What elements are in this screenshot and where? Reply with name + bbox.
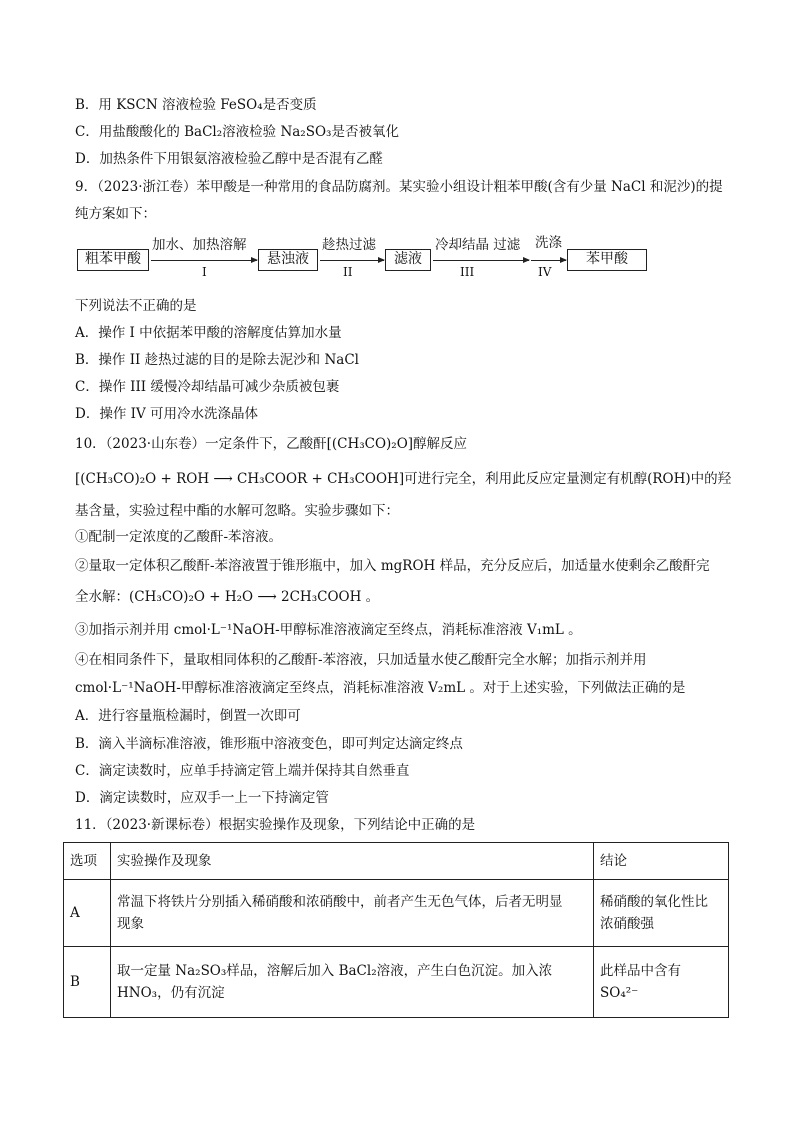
table-row bbox=[64, 947, 729, 1018]
q9-option-a: A．操作 I 中依据苯甲酸的溶解度估算加水量 bbox=[75, 325, 342, 341]
flow-arrow-3 bbox=[433, 260, 529, 261]
row-a-operation-line-1: 常温下将铁片分别插入稀硝酸和浓硝酸中，前者产生无色气体，后者无明显 bbox=[117, 894, 563, 910]
q10-step-4: ④在相同条件下，量取相同体积的乙酸酐-苯溶液，只加适量水使乙酸酐完全水解；加指示剂并用 bbox=[75, 652, 647, 668]
q8-option-c: C．用盐酸酸化的 BaCl₂溶液检验 Na₂SO₃是否被氧化 bbox=[75, 124, 399, 140]
flow-arrow-4 bbox=[531, 260, 566, 261]
flow-arrow-2 bbox=[320, 260, 384, 261]
q10-option-c: C．滴定读数时，应单手持滴定管上端并保持其自然垂直 bbox=[75, 763, 410, 779]
q9-stem: 9．（2023·浙江卷）苯甲酸是一种常用的食品防腐剂。某实验小组设计粗苯甲酸(含有少量 NaCl 和泥沙)的提 bbox=[75, 179, 723, 195]
flow-op-4: 洗涤 bbox=[535, 235, 562, 251]
row-a-operation bbox=[111, 880, 594, 947]
q10-step-2-cont: 全水解：(CH₃CO)₂O + H₂O ⟶ 2CH₃COOH 。 bbox=[75, 589, 380, 605]
q8-option-b: B．用 KSCN 溶液检验 FeSO₄是否变质 bbox=[75, 97, 317, 113]
q10-step-3: ③加指示剂并用 cmol·L⁻¹NaOH-甲醇标准溶液滴定至终点，消耗标准溶液 V₁mL 。 bbox=[75, 622, 582, 638]
header-conclusion: 结论 bbox=[594, 843, 729, 880]
q10-option-a: A．进行容量瓶检漏时，倒置一次即可 bbox=[75, 708, 301, 724]
row-a-conclusion-line-2: 浓硝酸强 bbox=[600, 916, 654, 932]
table-row bbox=[64, 880, 729, 947]
flow-arrow-1 bbox=[151, 260, 257, 261]
flow-box-suspension: 悬浊液 bbox=[258, 249, 318, 271]
row-a-operation-line-2: 现象 bbox=[117, 916, 144, 932]
q10-option-d: D．滴定读数时，应双手一上一下持滴定管 bbox=[75, 790, 329, 806]
q8-option-d: D．加热条件下用银氨溶液检验乙醇中是否混有乙醛 bbox=[75, 151, 383, 167]
flow-step-3: III bbox=[460, 265, 475, 279]
q10-reaction: [(CH₃CO)₂O + ROH ⟶ CH₃COOR + CH₃COOH]可进行完全，利用此反应定量测定有机醇(ROH)中的羟 bbox=[75, 471, 732, 487]
flow-step-2: II bbox=[343, 265, 353, 279]
q9-stem-cont: 纯方案如下： bbox=[75, 206, 156, 222]
flow-step-4: IV bbox=[538, 265, 552, 279]
q10-step-2: ②量取一定体积乙酸酐-苯溶液置于锥形瓶中，加入 mgROH 样品，充分反应后，加适量水使剩余乙酸酐完 bbox=[75, 558, 710, 574]
header-operation: 实验操作及现象 bbox=[111, 843, 594, 880]
q10-step-4-cont: cmol·L⁻¹NaOH-甲醇标准溶液滴定至终点，消耗标准溶液 V₂mL 。对于上述实验，下列做法正确的是 bbox=[75, 680, 686, 696]
flow-op-3: 冷却结晶 过滤 bbox=[435, 237, 521, 253]
row-b-operation bbox=[111, 947, 594, 1018]
q10-stem: 10．（2023·山东卷）一定条件下，乙酸酐[(CH₃CO)₂O]醇解反应 bbox=[75, 436, 468, 452]
q10-line-3: 基含量，实验过程中酯的水解可忽略。实验步骤如下： bbox=[75, 503, 399, 519]
header-option: 选项 bbox=[64, 843, 111, 880]
flow-op-2: 趁热过滤 bbox=[322, 237, 376, 253]
q9-flow-diagram bbox=[75, 236, 725, 286]
row-a-conclusion-line-1: 稀硝酸的氧化性比 bbox=[600, 894, 708, 910]
row-b-operation-line-1: 取一定量 Na₂SO₃样品，溶解后加入 BaCl₂溶液，产生白色沉淀。加入浓 bbox=[117, 963, 553, 979]
q9-option-b: B．操作 II 趁热过滤的目的是除去泥沙和 NaCl bbox=[75, 352, 359, 368]
flow-box-benzoic-acid: 苯甲酸 bbox=[567, 249, 647, 271]
flow-box-crude: 粗苯甲酸 bbox=[77, 249, 149, 271]
q9-option-c: C．操作 III 缓慢冷却结晶可减少杂质被包裹 bbox=[75, 379, 340, 395]
flow-box-filtrate: 滤液 bbox=[385, 249, 431, 271]
row-b-operation-line-2: HNO₃，仍有沉淀 bbox=[117, 985, 225, 1001]
row-b-conclusion: 此样品中含有 SO₄²⁻ bbox=[594, 947, 729, 1018]
q11-stem: 11．（2023·新课标卷）根据实验操作及现象，下列结论中正确的是 bbox=[75, 817, 476, 833]
row-a-option: A bbox=[64, 880, 111, 947]
table-header-row bbox=[64, 843, 729, 880]
row-b-option: B bbox=[64, 947, 111, 1018]
q10-option-b: B．滴入半滴标准溶液，锥形瓶中溶液变色，即可判定达滴定终点 bbox=[75, 736, 463, 752]
q9-option-d: D．操作 IV 可用冷水洗涤晶体 bbox=[75, 406, 258, 422]
row-a-conclusion bbox=[594, 880, 729, 947]
q11-table bbox=[63, 842, 729, 1018]
q10-step-1: ①配制一定浓度的乙酸酐-苯溶液。 bbox=[75, 529, 283, 545]
flow-op-1: 加水、加热溶解 bbox=[152, 237, 247, 253]
q9-question: 下列说法不正确的是 bbox=[75, 298, 197, 314]
flow-step-1: I bbox=[202, 265, 207, 279]
